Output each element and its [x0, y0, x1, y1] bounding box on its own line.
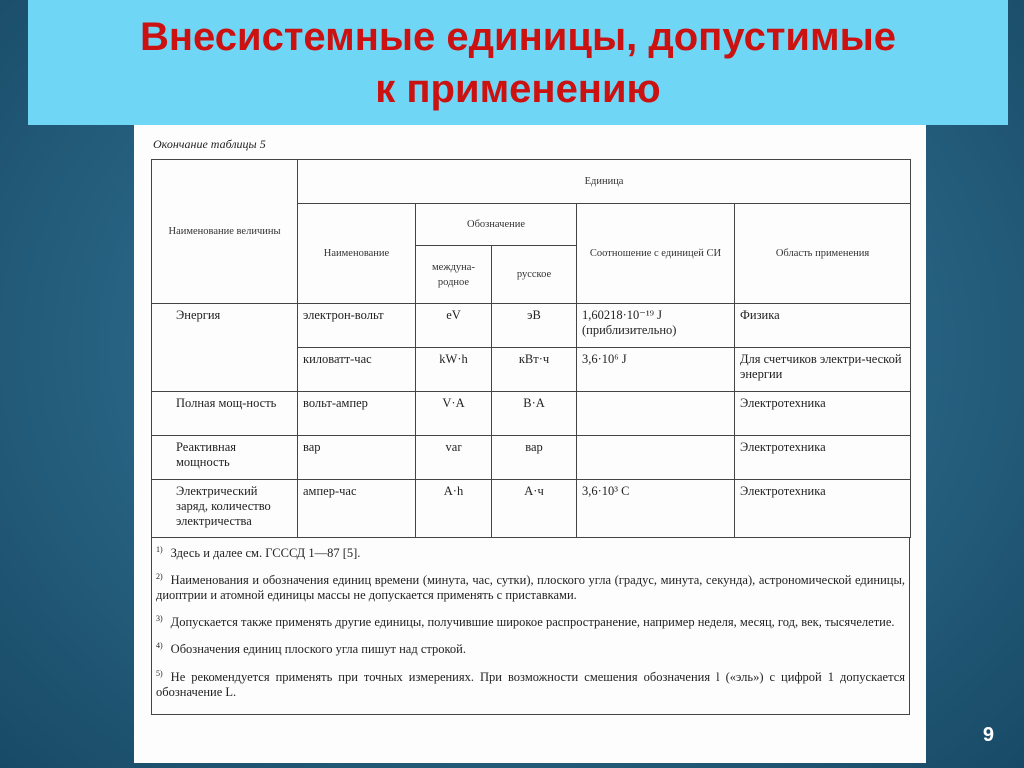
table-caption: Окончание таблицы 5: [153, 137, 266, 151]
cell-intl: kW·h: [416, 348, 492, 392]
slide-title-line1: Внесистемные единицы, допустимые: [139, 14, 897, 59]
page-number: 9: [982, 724, 994, 746]
cell-area: Электротехника: [735, 480, 911, 538]
footnote-mark: 1): [156, 545, 163, 554]
cell-name: электрон-вольт: [298, 304, 416, 348]
footnote: [156, 666, 905, 700]
slide-title-box: [28, 0, 1008, 125]
footnote-text: Не рекомендуется применять при точных измерениях. При возможности смешения обозначения l («эль») с цифрой 1 допускается обозначение L.: [156, 669, 905, 699]
footnote: [156, 638, 905, 657]
cell-rus: В·А: [492, 392, 577, 436]
cell-area: Электротехника: [735, 436, 911, 480]
footnote-mark: 5): [156, 668, 163, 678]
cell-rus: А·ч: [492, 480, 577, 538]
footnote-mark: 3): [156, 614, 163, 624]
cell-quantity: Электрический заряд, количество электричества: [152, 480, 298, 538]
cell-quantity: Энергия: [152, 304, 298, 392]
cell-rus: эВ: [492, 304, 577, 348]
footnote: [156, 611, 905, 630]
table-row: [152, 480, 911, 538]
cell-name: вольт-ампер: [298, 392, 416, 436]
cell-intl: eV: [416, 304, 492, 348]
cell-rus: кВт·ч: [492, 348, 577, 392]
cell-intl: V·A: [416, 392, 492, 436]
cell-intl: A·h: [416, 480, 492, 538]
header-quantity-name: Наименование величины: [152, 160, 298, 304]
cell-relation: 3,6·10⁶ J: [577, 348, 735, 392]
cell-area: Для счетчиков электри-ческой энергии: [735, 348, 911, 392]
cell-area: Электротехника: [735, 392, 911, 436]
cell-relation: [577, 392, 735, 436]
cell-name: киловатт-час: [298, 348, 416, 392]
footnote-mark: 4): [156, 641, 163, 651]
cell-area: Физика: [735, 304, 911, 348]
table-row: [152, 436, 911, 480]
footnote: [156, 569, 905, 603]
document-scan: [134, 125, 926, 763]
cell-relation: 1,60218·10⁻¹⁹ J (приблизительно): [577, 304, 735, 348]
units-table: [151, 159, 911, 538]
slide-title: [140, 11, 896, 115]
footnote: [156, 542, 905, 561]
header-application-area: Область применения: [735, 204, 911, 304]
footnote-mark: 2): [156, 572, 163, 582]
footnote-text: Допускается также применять другие единицы, получившие широкое распространение, например неделя, месяц, год, век, тысячелетие.: [170, 615, 895, 630]
header-international: междуна-родное: [416, 246, 492, 304]
cell-relation: [577, 436, 735, 480]
cell-quantity: Реактивная мощность: [152, 436, 298, 480]
header-designation: Обозначение: [416, 204, 577, 246]
slide-title-line2: к применению: [375, 66, 661, 111]
header-unit: Единица: [298, 160, 911, 204]
header-row-1: [152, 160, 911, 204]
cell-intl: var: [416, 436, 492, 480]
header-russian: русское: [492, 246, 577, 304]
cell-relation: 3,6·10³ C: [577, 480, 735, 538]
cell-quantity: Полная мощ-ность: [152, 392, 298, 436]
cell-name: вар: [298, 436, 416, 480]
header-unit-name: Наименование: [298, 204, 416, 304]
footnotes: [151, 538, 910, 715]
header-relation-si: Соотношение с единицей СИ: [577, 204, 735, 304]
cell-rus: вар: [492, 436, 577, 480]
footnote-text: Наименования и обозначения единиц времени (минута, час, сутки), плоского угла (градус, минута, секунда), астрономической единицы, диоптрии и атомной единицы массы не допускается применять с приставками.: [156, 573, 905, 603]
table-row: [152, 304, 911, 348]
footnote-text: Обозначения единиц плоского угла пишут над строкой.: [170, 642, 466, 657]
table-row: [152, 392, 911, 436]
footnote-text: Здесь и далее см. ГСССД 1—87 [5].: [170, 546, 361, 561]
cell-name: ампер-час: [298, 480, 416, 538]
